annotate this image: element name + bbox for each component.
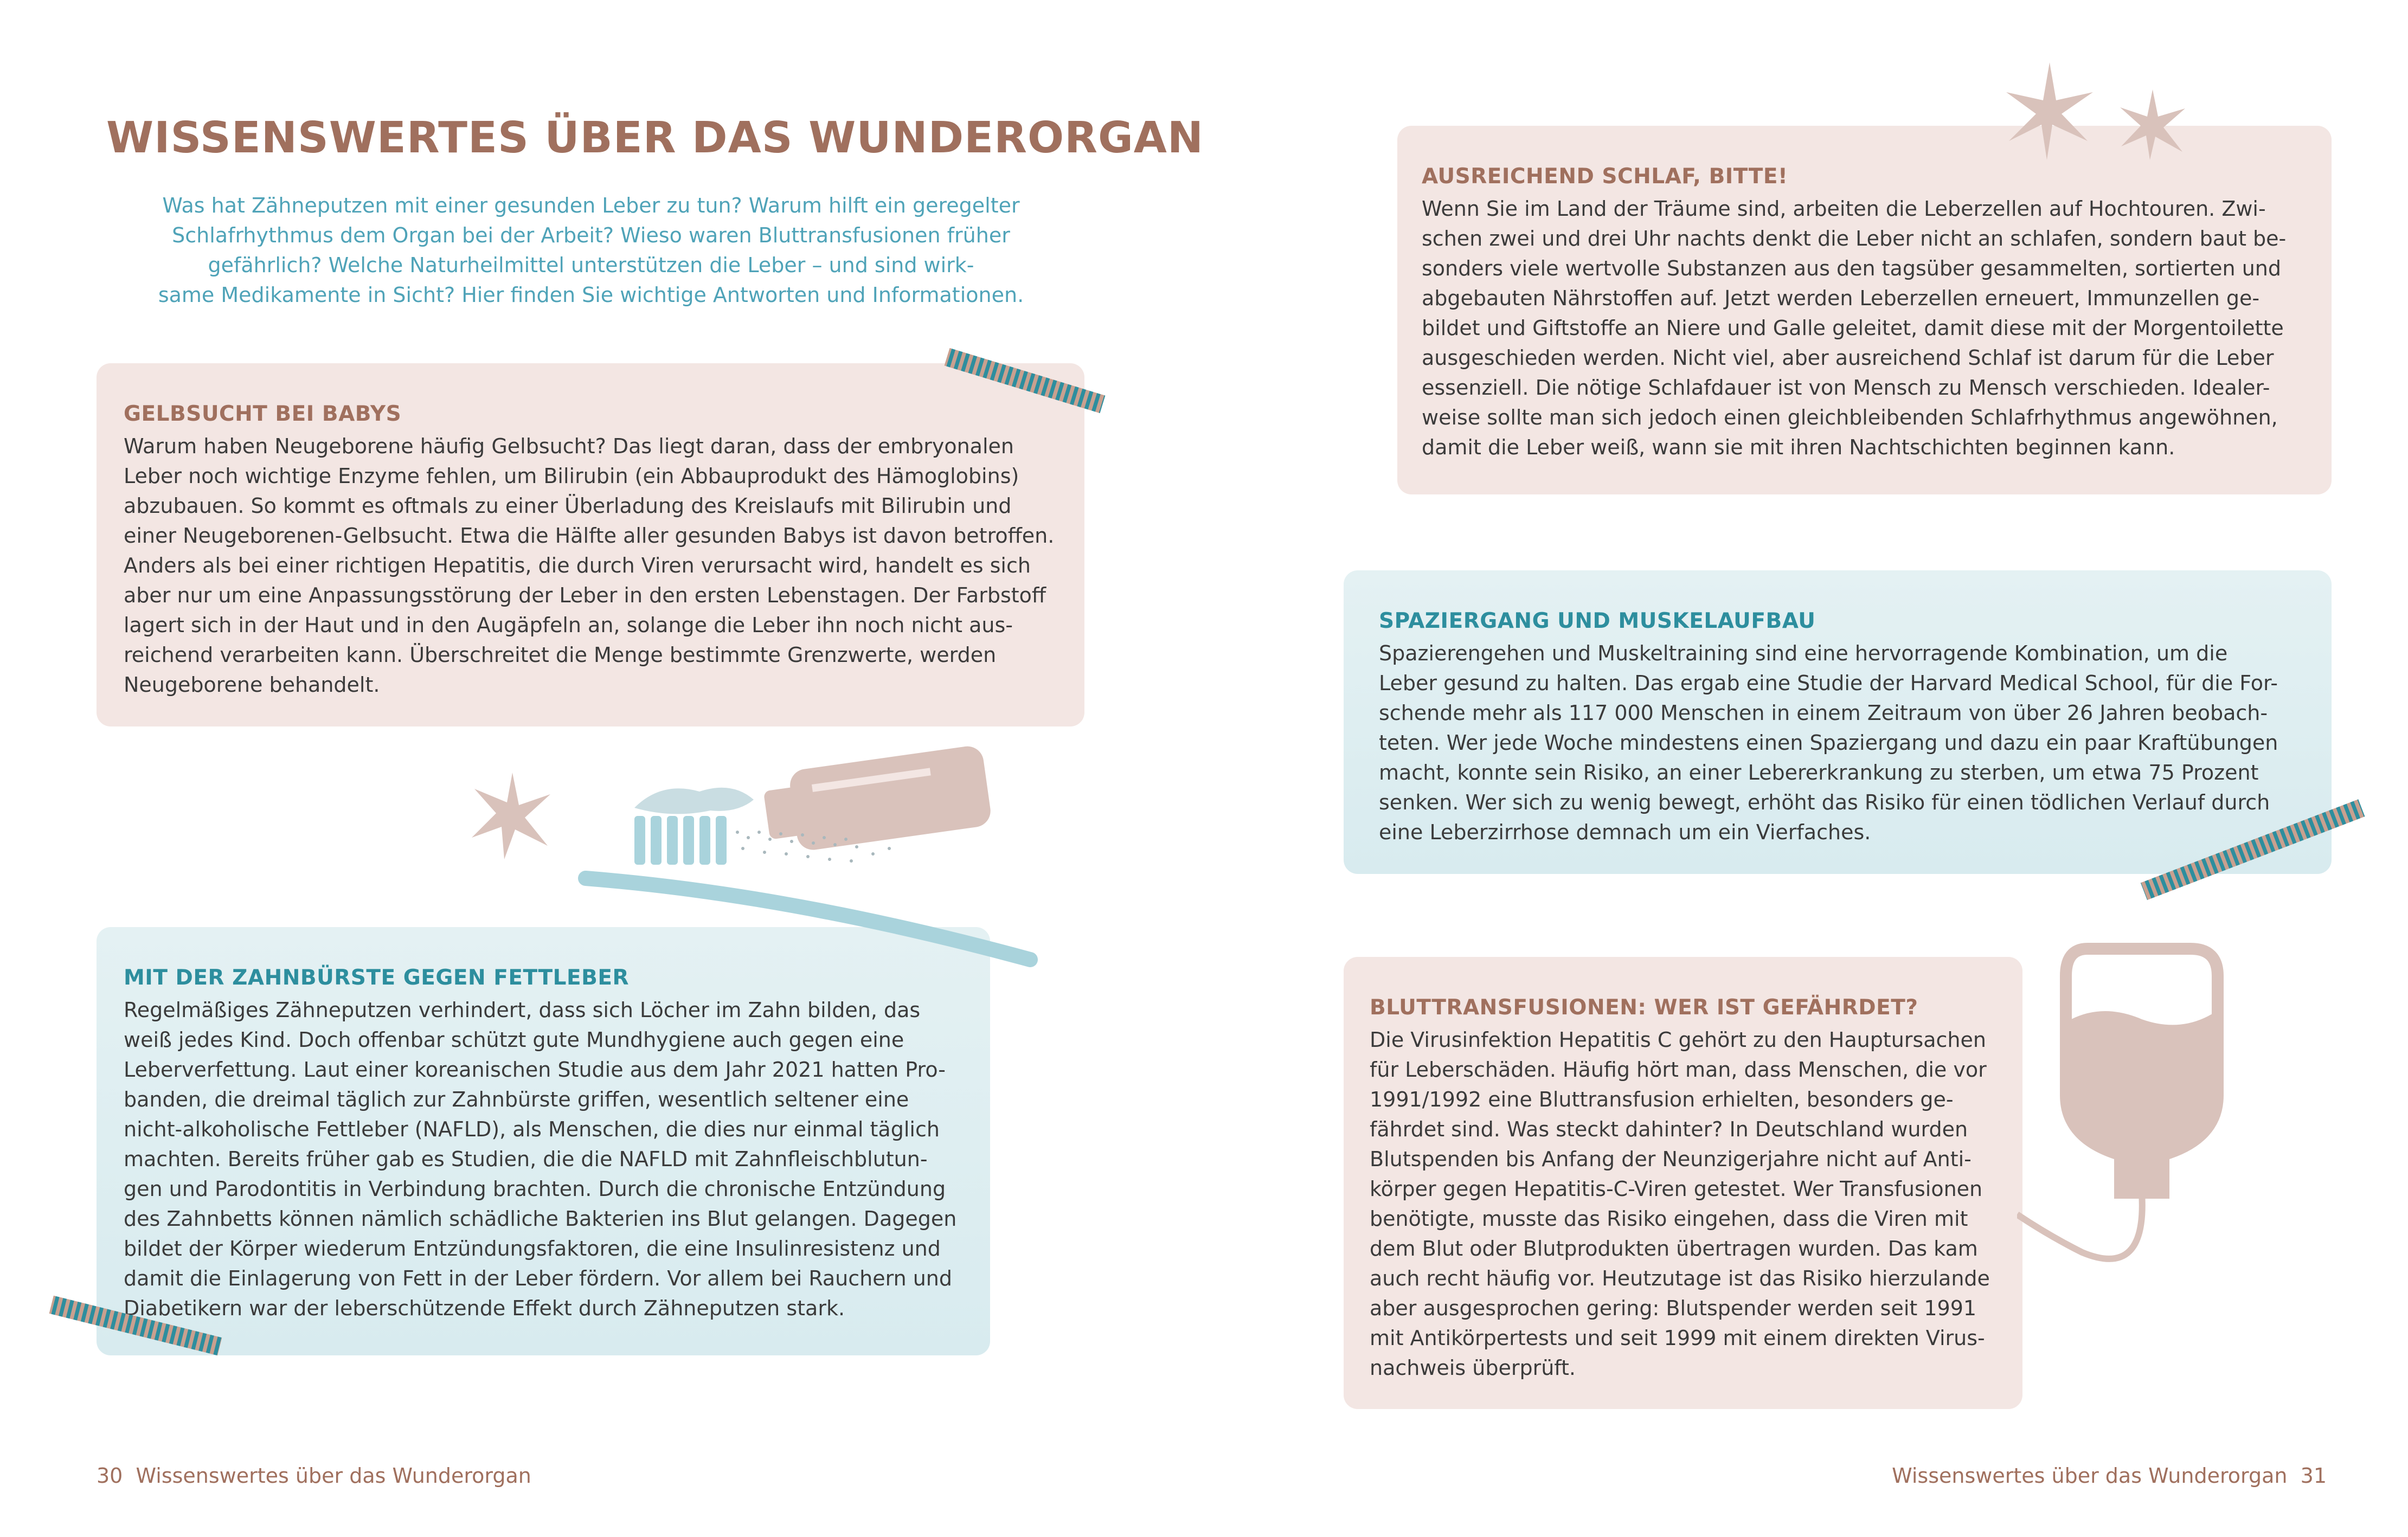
section-spaziergang-heading: SPAZIERGANG UND MUSKELAUFBAU <box>1379 609 1816 633</box>
toothbrush-illustration-icon <box>575 699 1052 981</box>
star-icon <box>2001 60 2098 163</box>
section-gelbsucht-heading: GELBSUCHT BEI BABYS <box>124 402 402 426</box>
page-number-left: 30 <box>97 1464 123 1488</box>
footer-left <box>97 1464 531 1488</box>
intro-text: Was hat Zähneputzen mit einer gesunden Leber zu tun? Warum hilft ein geregelter Schlafrhythmus dem Organ bei der Arbeit? Wieso waren Bluttransfusionen früher gefährlich? Welche Naturheilmittel unterstützen die Leber – und sind wirk- same Medikamente in Sicht? Hier finden Sie wichtige Antworten und Informationen. <box>158 194 1024 307</box>
footer-right <box>1892 1464 2327 1488</box>
star-icon <box>2115 87 2191 163</box>
striped-bar-1-icon <box>938 347 1112 417</box>
star-icon <box>466 770 558 862</box>
section-transfusion <box>1344 957 2022 1409</box>
section-transfusion-body: Die Virusinfektion Hepatitis C gehört zu den Hauptursachen für Leberschäden. Häufig hört man, dass Menschen, die vor 1991/1992 eine Bluttransfusion erhielten, besonders ge- fährdet sind. Was steckt dahinter? In Deutschland wurden Blutspenden bis Anfang der Neunzigerjahre nicht auf Anti- körper gegen Hepatitis-C-Viren getestet. Wer Transfusionen benötigte, musste das Risiko eingehen, dass die Viren mit dem Blut oder Blutprodukten übertragen wurden. Das kam auch recht häufig vor. Heutzutage ist das Risiko hierzulande aber ausgesprochen gering: Blutspender werden seit 1991 mit Antikörpertests und seit 1999 mit einem direkten Virus- nachweis überprüft. <box>1370 1028 1990 1380</box>
running-title-right: Wissenswertes über das Wunderorgan <box>1892 1464 2288 1488</box>
section-spaziergang-body: Spazierengehen und Muskeltraining sind eine hervorragende Kombination, um die Leber gesund zu halten. Das ergab eine Studie der Harvard Medical School, für die For- schende mehr als 117 000 Menschen in einem Zeitraum von über 26 Jahren beobach- teten. Wer jede Woche mindestens einen Spaziergang und dazu ein paar Kraftübungen macht, konnte sein Risiko, an einer Lebererkrankung zu sterben, um etwa 75 Prozent senken. Wer sich zu wenig bewegt, erhöht das Risiko für einen tödlichen Verlauf durch eine Leberzirrhose demnach um ein Vierfaches. <box>1379 641 2278 844</box>
section-zahnbuerste-heading: MIT DER ZAHNBÜRSTE GEGEN FETTLEBER <box>124 966 629 990</box>
section-zahnbuerste-body: Regelmäßiges Zähneputzen verhindert, dass sich Löcher im Zahn bilden, das weiß jedes Kind. Doch offenbar schützt gute Mundhygiene auch gegen eine Leberverfettung. Laut einer koreanischen Studie aus dem Jahr 2021 hatten Pro- banden, die dreimal täglich zur Zahnbürste griffen, wesentlich seltener eine nicht-alkoholische Fettleber (NAFLD), als Menschen, die dies nur einmal täglich machten. Bereits früher gab es Studien, die die NAFLD mit Zahnfleischblutun- gen und Parodontitis in Verbindung brachten. Durch die chronische Entzündung des Zahnbetts können nämlich schädliche Bakterien ins Blut gelangen. Dagegen bildet der Körper wiederum Entzündungsfaktoren, die eine Insulinresistenz und damit die Einlagerung von Fett in der Leber fördern. Vor allem bei Rauchern und Diabetikern war der leberschützende Effekt durch Zähneputzen stark. <box>124 998 957 1320</box>
page-title: WISSENSWERTES ÜBER DAS WUNDERORGAN <box>106 113 1204 163</box>
section-transfusion-heading: BLUTTRANSFUSIONEN: WER IST GEFÄHRDET? <box>1370 995 1918 1020</box>
section-gelbsucht <box>97 363 1084 726</box>
page-number-right: 31 <box>2300 1464 2327 1488</box>
striped-bar-2-icon <box>2126 781 2375 922</box>
section-schlaf-heading: AUSREICHEND SCHLAF, BITTE! <box>1422 164 1788 189</box>
section-gelbsucht-body: Warum haben Neugeborene häufig Gelbsucht? Das liegt daran, dass der embryonalen Leber noch wichtige Enzyme fehlen, um Bilirubin (ein Abbauprodukt des Hämoglobins) abzubauen. So kommt es oftmals zu einer Überladung des Kreislaufs mit Bilirubin und einer Neugeborenen-Gelbsucht. Etwa die Hälfte aller gesunden Babys ist davon betroffen. Anders als bei einer richtigen Hepatitis, die durch Viren verursacht wird, handelt es sich aber nur um eine Anpassungsstörung der Leber in den ersten Lebenstagen. Der Farbstoff lagert sich in der Haut und in den Augäpfeln an, solange die Leber ihn noch nicht aus- reichend verarbeiten kann. Überschreitet die Menge bestimmte Grenzwerte, werden Neugeborene behandelt. <box>124 434 1055 697</box>
section-zahnbuerste <box>97 927 990 1355</box>
blood-bag-illustration-icon <box>2017 933 2288 1279</box>
running-title-left: Wissenswertes über das Wunderorgan <box>136 1464 531 1488</box>
striped-bar-3-icon <box>43 1285 228 1366</box>
section-schlaf <box>1397 126 2332 494</box>
section-schlaf-body: Wenn Sie im Land der Träume sind, arbeiten die Leberzellen auf Hochtouren. Zwi- schen zwei und drei Uhr nachts denkt die Leber nicht an schlafen, sondern baut be- sonders viele wertvolle Substanzen aus den tagsüber gesammelten, sortierten und abgebauten Nährstoffen auf. Jetzt werden Leberzellen erneuert, Immunzellen ge- bildet und Giftstoffe an Niere und Galle geleitet, damit diese mit der Morgentoilette ausgeschieden werden. Nicht viel, aber ausreichend Schlaf ist darum für die Leber essenziell. Die nötige Schlafdauer ist von Mensch zu Mensch verschieden. Idealer- weise sollte man sich jedoch einen gleichbleibenden Schlafrhythmus angewöhnen, damit die Leber weiß, wann sie mit ihren Nachtschichten beginnen kann. <box>1422 197 2287 459</box>
